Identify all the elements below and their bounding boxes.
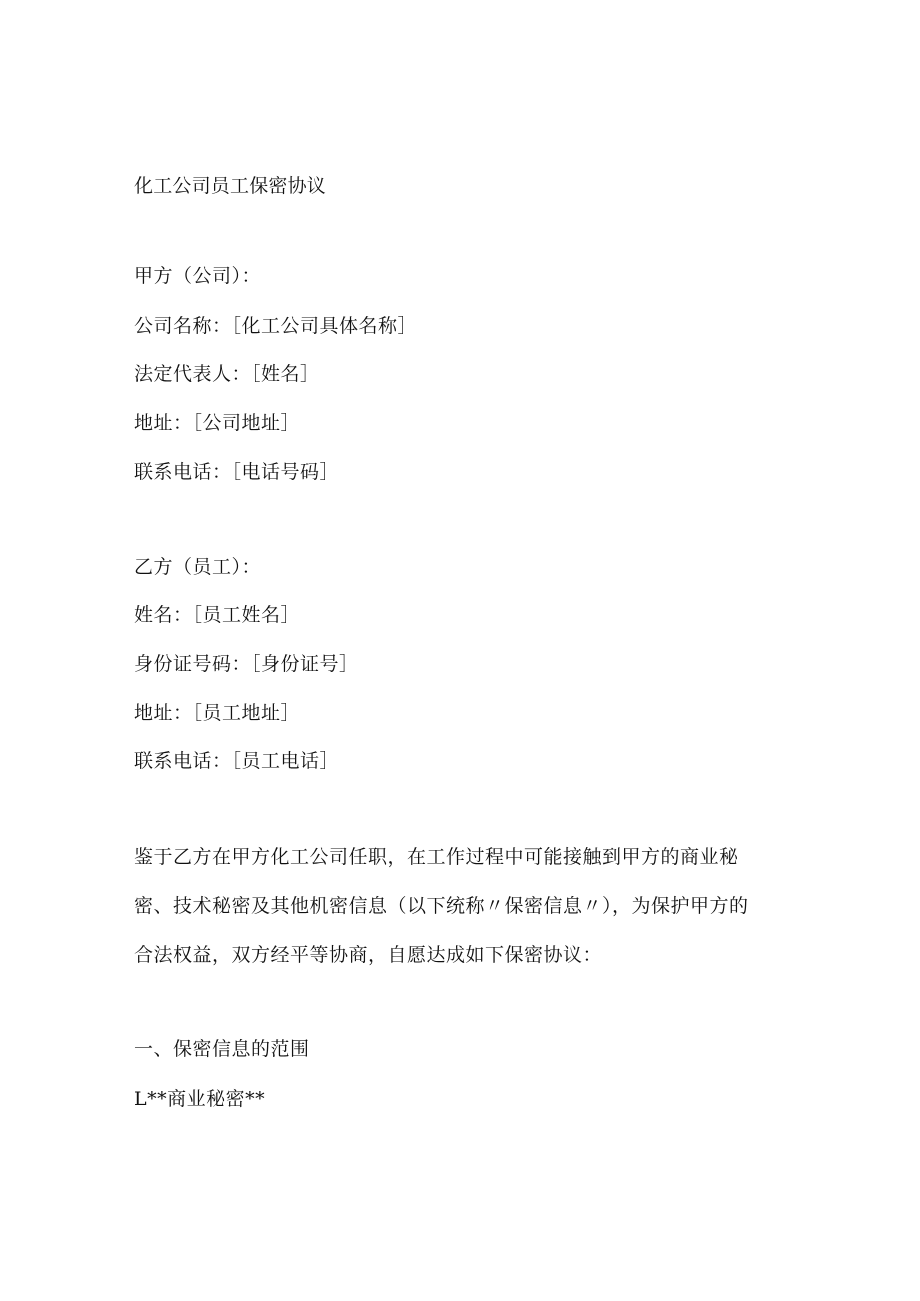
party-b-heading: 乙方（员工）： [134,556,262,578]
party-b-phone: 联系电话：［员工电话］ [134,750,340,772]
party-a-phone: 联系电话：［电话号码］ [134,461,340,483]
section-heading: 一、保密信息的范围 [134,1038,310,1060]
party-b-id-number: 身份证号码：［身份证号］ [134,653,359,675]
party-b-address: 地址：［员工地址］ [134,702,301,724]
party-a-address: 地址：［公司地址］ [134,412,301,434]
party-b-name: 姓名：［员工姓名］ [134,604,301,626]
party-a-company-name: 公司名称：［化工公司具体名称］ [134,315,418,337]
intro-paragraph-line: 密、技术秘密及其他机密信息（以下统称〃保密信息〃），为保护甲方的 [134,895,749,917]
section-item: L**商业秘密** [134,1088,266,1110]
party-a-heading: 甲方（公司）： [134,265,262,287]
intro-paragraph-line: 鉴于乙方在甲方化工公司任职，在工作过程中可能接触到甲方的商业秘 [134,846,739,868]
intro-paragraph-line: 合法权益，双方经平等协商，自愿达成如下保密协议： [134,944,603,966]
party-a-legal-representative: 法定代表人：［姓名］ [134,363,320,385]
document-title: 化工公司员工保密协议 [134,175,327,197]
